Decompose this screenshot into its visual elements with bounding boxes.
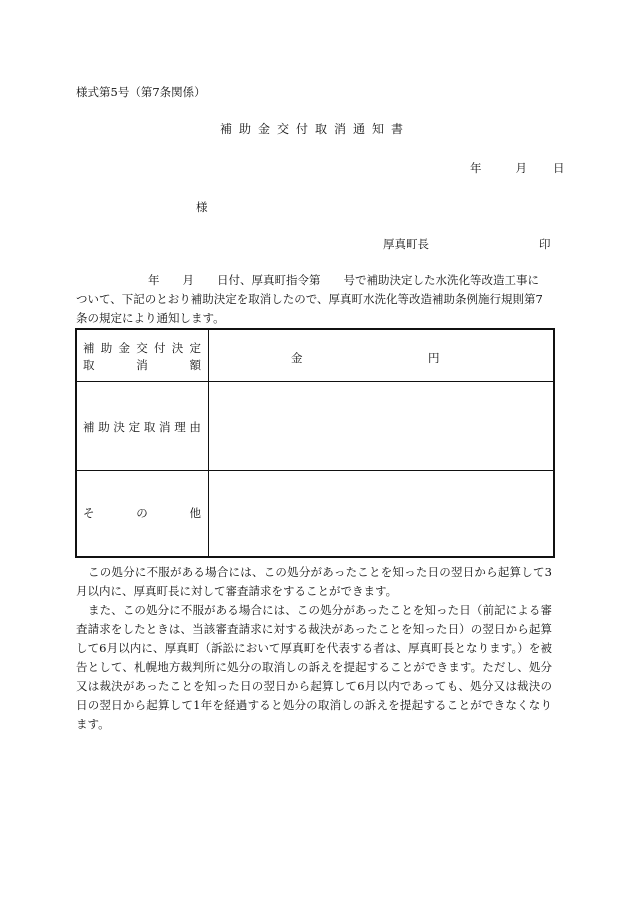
- label-char: 消: [159, 420, 171, 434]
- amount-label-line-2: [83, 357, 201, 373]
- label-char: 補: [83, 420, 95, 434]
- label-char: 補: [83, 341, 95, 355]
- appeal-notice-1: この処分に不服がある場合には、この処分があったことを知った日の翌日から起算して3月以内に、厚真町長に対して審査請求をすることができます。: [76, 565, 552, 598]
- amount-unit: 円: [428, 351, 440, 365]
- intro-line-1: 年 月 日付、厚真町指令第 号で補助決定した水洗化等改造工事に: [148, 273, 539, 287]
- intro-paragraph: [76, 271, 552, 328]
- table-row-other: [77, 470, 553, 557]
- label-char: 由: [189, 420, 201, 434]
- label-char: 金: [118, 341, 130, 355]
- document-title: 補助金交付取消通知書: [219, 122, 410, 136]
- label-char: 決: [113, 420, 125, 434]
- other-label: [83, 505, 201, 521]
- seal-mark: 印: [539, 237, 551, 251]
- table-row-amount: [77, 330, 553, 382]
- label-char: 理: [174, 420, 186, 434]
- label-char: 定: [189, 341, 201, 355]
- reason-label: [83, 419, 201, 435]
- table-row-reason: [77, 381, 553, 471]
- intro-line-2: ついて、下記のとおり補助決定を取消したので、厚真町水洗化等改造補助条例施行規則第7: [76, 292, 543, 306]
- label-char: 取: [143, 420, 156, 434]
- label-char: 決: [171, 341, 184, 355]
- addressee-suffix: 様: [196, 200, 208, 214]
- label-char: 消: [136, 358, 148, 372]
- amount-label-line-1: [83, 340, 201, 356]
- label-char: 交: [136, 341, 148, 355]
- label-char: 付: [154, 341, 166, 355]
- appeal-notice-2: また、この処分に不服がある場合には、この処分があったことを知った日（前記による審査請求をしたときは、当該審査請求に対する裁決があったことを知った日）の翌日から起算して6月以内に、厚真町（訴訟において厚真町を代表する者は、厚真町長となります。）を被告として、札幌地方裁判所に処分の取消しの訴えを提起することができます。ただし、処分又は裁決があったことを知った日の翌日から起算して6月以内であっても、処分又は裁決の日の翌日から起算して1年を経過すると処分の取消しの訴えを提起することができなくなります。: [76, 603, 552, 731]
- date-month-label: 月: [515, 161, 527, 175]
- form-table: [75, 328, 555, 558]
- date-line: [470, 160, 565, 176]
- label-char: 定: [128, 420, 141, 434]
- date-year-label: 年: [470, 161, 482, 175]
- label-char: そ: [83, 506, 95, 520]
- intro-line-3: 条の規定により通知します。: [76, 311, 225, 325]
- sender-title: 厚真町長: [383, 237, 429, 251]
- label-char: 額: [189, 358, 201, 372]
- label-char: 他: [189, 506, 201, 520]
- form-number: 様式第5号（第7条関係）: [76, 85, 206, 99]
- date-day-label: 日: [553, 161, 565, 175]
- label-char: 取: [83, 358, 95, 372]
- label-char: の: [136, 506, 148, 520]
- label-char: 助: [98, 420, 110, 434]
- label-char: 助: [100, 341, 113, 355]
- amount-prefix: 金: [291, 351, 303, 365]
